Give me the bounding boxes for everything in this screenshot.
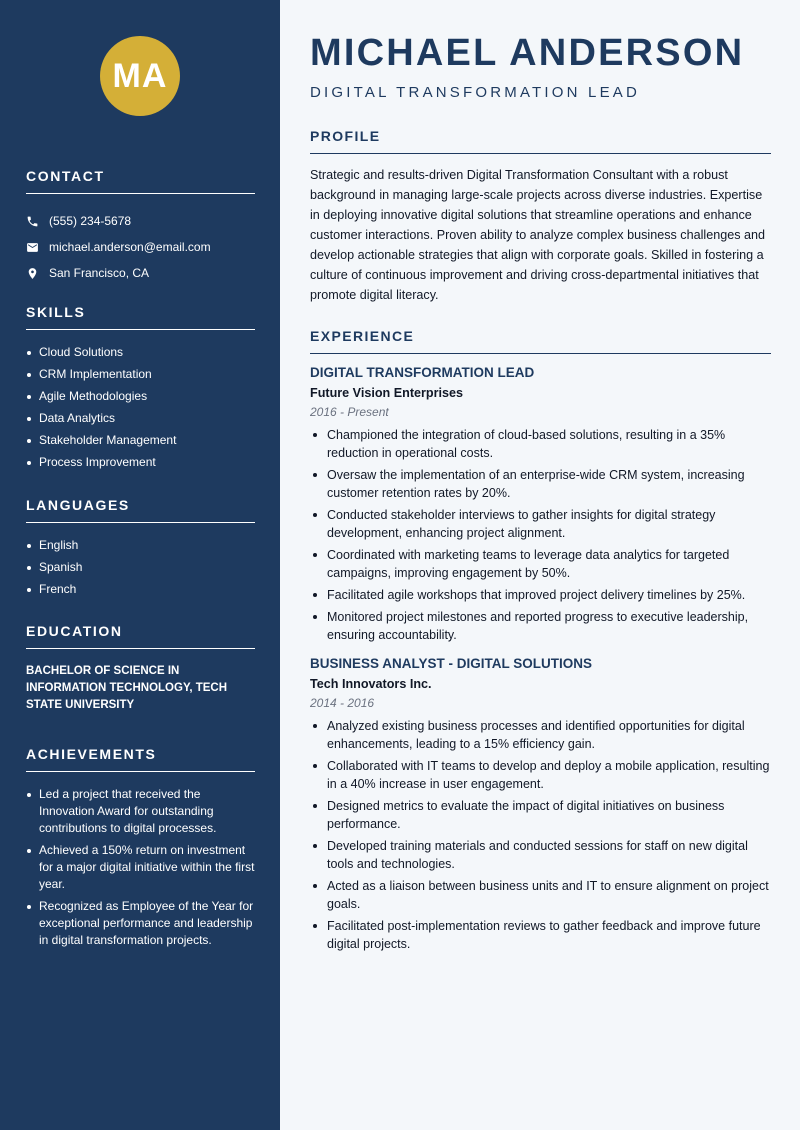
job-bullet: Designed metrics to evaluate the impact of digital initiatives on business performance. (310, 797, 771, 833)
education-section (26, 623, 255, 714)
profile-heading: PROFILE (310, 128, 771, 154)
job-company: Tech Innovators Inc. (310, 677, 432, 691)
contact-phone[interactable]: (555) 234-5678 (49, 214, 132, 228)
contact-email-row (26, 234, 255, 260)
experience-section (310, 328, 771, 957)
job-company: Future Vision Enterprises (310, 386, 464, 400)
location-pin-icon (26, 267, 39, 280)
skill-item: Stakeholder Management (26, 432, 255, 449)
job-bullet: Championed the integration of cloud-based solutions, resulting in a 35% reduction in operational costs. (310, 426, 771, 462)
job-bullet: Collaborated with IT teams to develop and deploy a mobile application, resulting in a 40% increase in user engagement. (310, 757, 771, 793)
contact-location-row (26, 260, 255, 286)
job-role: DIGITAL TRANSFORMATION LEAD (310, 365, 535, 380)
languages-list (26, 537, 255, 598)
experience-heading: EXPERIENCE (310, 328, 771, 354)
achievements-section (26, 746, 255, 954)
profile-text: Strategic and results-driven Digital Transformation Consultant with a robust background in managing large-scale projects across diverse industries. Expertise in deploying innovative digital solutions that streamline operations and enhance customer interactions. Proven ability to analyze complex business challenges and develop actionable strategies that align with corporate goals. Skilled in fostering a culture of continuous improvement and driving cross-departmental initiatives that promote digital literacy. (310, 168, 766, 302)
phone-icon (26, 215, 39, 228)
job-role: BUSINESS ANALYST - DIGITAL SOLUTIONS (310, 656, 593, 671)
language-item: English (26, 537, 255, 554)
contact-heading: CONTACT (26, 168, 255, 194)
skill-item: CRM Implementation (26, 366, 255, 383)
job-bullet: Analyzed existing business processes and identified opportunities for digital enhancements, leading to a 15% efficiency gain. (310, 717, 771, 753)
achievement-item: Recognized as Employee of the Year for exceptional performance and leadership in digital transformation projects. (26, 898, 255, 949)
contact-email[interactable]: michael.anderson@email.com (49, 240, 211, 254)
language-item: Spanish (26, 559, 255, 576)
job-dates: 2016 - Present (310, 405, 389, 419)
job-entry (310, 365, 771, 644)
job-bullet: Facilitated post-implementation reviews to gather feedback and improve future digital projects. (310, 917, 771, 953)
job-bullet: Monitored project milestones and reported progress to executive leadership, ensuring accountability. (310, 608, 771, 644)
achievement-item: Achieved a 150% return on investment for a major digital initiative within the first year. (26, 842, 255, 893)
job-bullet: Coordinated with marketing teams to leverage data analytics for targeted campaigns, improving engagement by 50%. (310, 546, 771, 582)
avatar-initials: MA (100, 36, 180, 116)
profile-section (310, 128, 771, 305)
email-icon (26, 241, 39, 254)
achievements-heading: ACHIEVEMENTS (26, 746, 255, 772)
job-dates: 2014 - 2016 (310, 696, 375, 710)
achievements-list (26, 786, 255, 949)
achievement-item: Led a project that received the Innovation Award for outstanding contributions to digital processes. (26, 786, 255, 837)
job-bullet: Acted as a liaison between business units and IT to ensure alignment on project goals. (310, 877, 771, 913)
skill-item: Data Analytics (26, 410, 255, 427)
languages-section (26, 497, 255, 603)
job-entry (310, 656, 771, 953)
candidate-name: MICHAEL ANDERSON (310, 32, 745, 74)
skills-list (26, 344, 255, 471)
contact-location: San Francisco, CA (49, 266, 150, 280)
job-bullet: Conducted stakeholder interviews to gather insights for digital strategy development, enhancing project alignment. (310, 506, 771, 542)
language-item: French (26, 581, 255, 598)
candidate-title: DIGITAL TRANSFORMATION LEAD (310, 84, 641, 101)
skills-heading: SKILLS (26, 304, 255, 330)
job-bullet: Developed training materials and conducted sessions for staff on new digital tools and technologies. (310, 837, 771, 873)
contact-section (26, 168, 255, 286)
skills-section (26, 304, 255, 476)
skill-item: Agile Methodologies (26, 388, 255, 405)
job-bullets (310, 426, 771, 644)
contact-phone-row (26, 208, 255, 234)
education-heading: EDUCATION (26, 623, 255, 649)
job-bullet: Oversaw the implementation of an enterprise-wide CRM system, increasing customer retention rates by 20%. (310, 466, 771, 502)
job-bullets (310, 717, 771, 953)
skill-item: Process Improvement (26, 454, 255, 471)
skill-item: Cloud Solutions (26, 344, 255, 361)
sidebar (0, 0, 280, 1130)
job-bullet: Facilitated agile workshops that improved project delivery timelines by 25%. (310, 586, 771, 604)
languages-heading: LANGUAGES (26, 497, 255, 523)
education-degree: BACHELOR OF SCIENCE IN INFORMATION TECHNOLOGY, TECH STATE UNIVERSITY (26, 665, 228, 711)
